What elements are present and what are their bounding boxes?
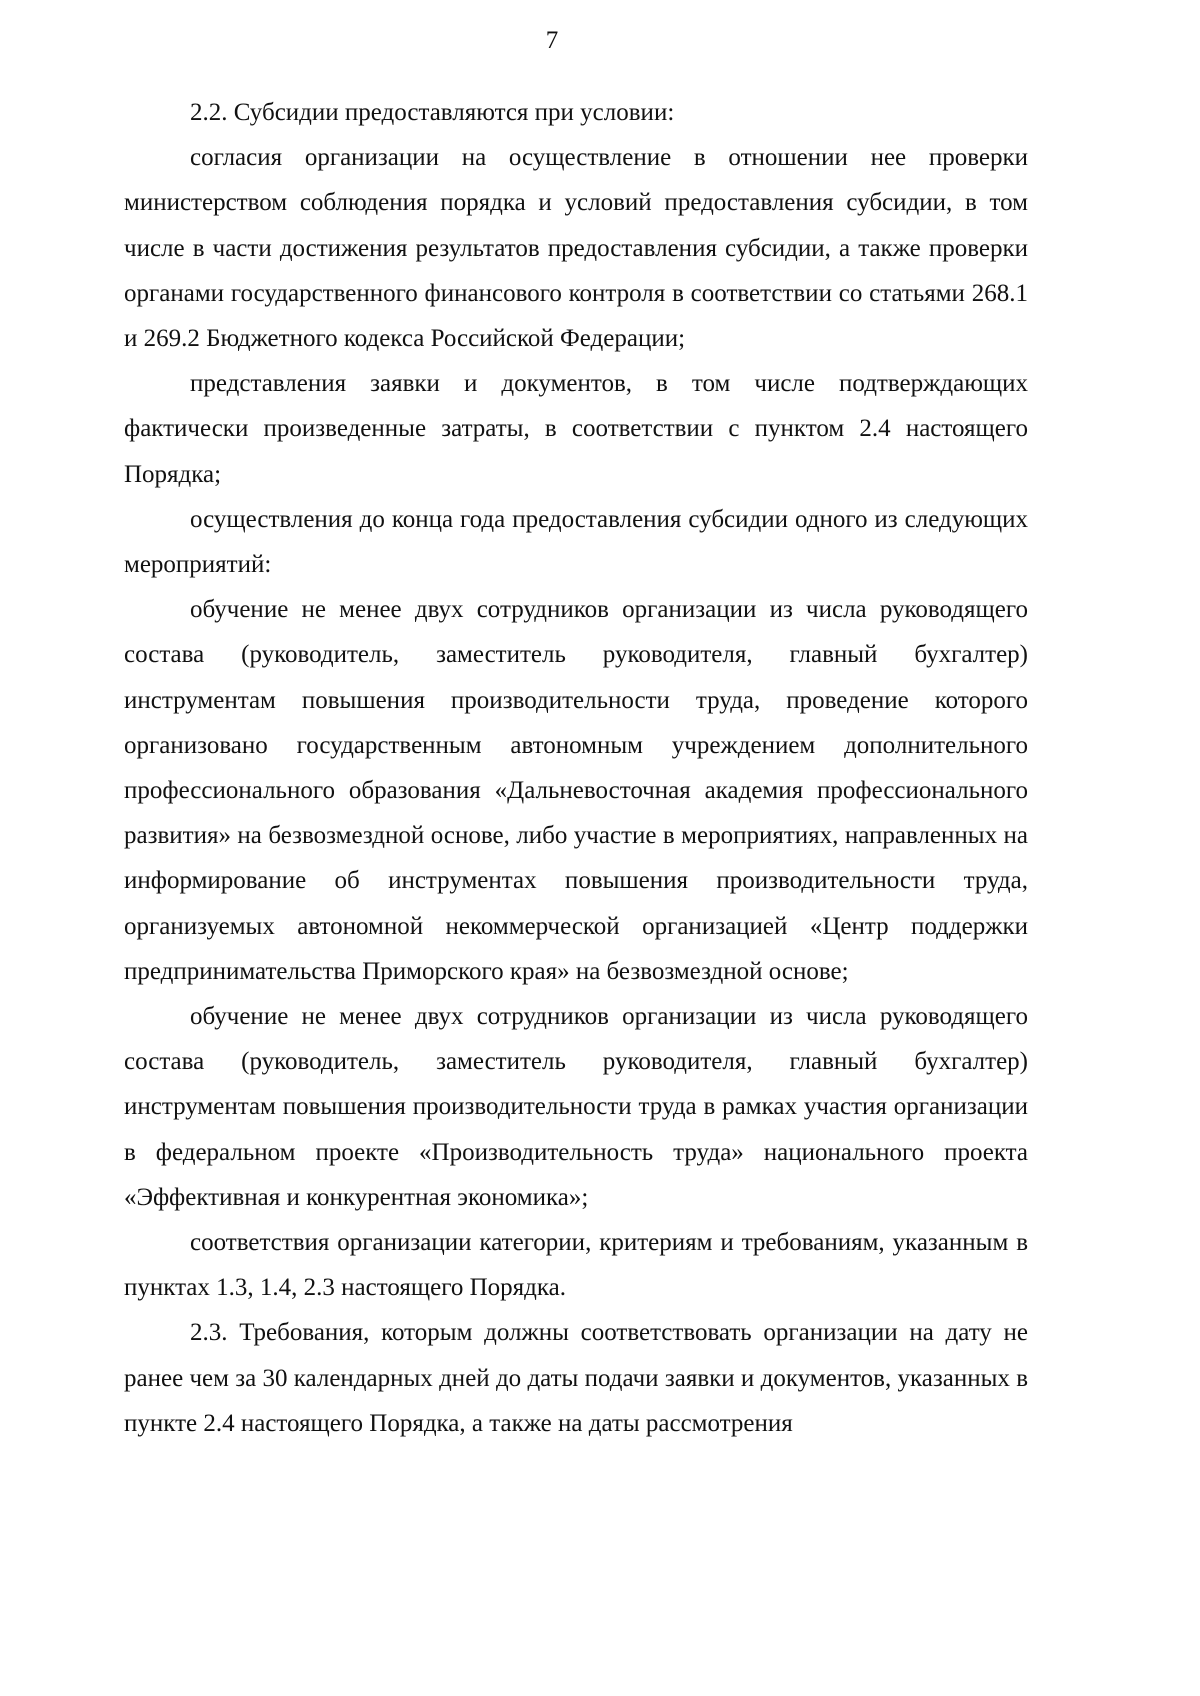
page-number: 7 xyxy=(545,27,559,54)
paragraph-application-condition: представления заявки и документов, в том числе подтверждающих фактически произведенные затраты, в соответствии с пунктом 2.4 настоящего Порядка; xyxy=(124,370,1028,488)
paragraph-training-option-1: обучение не менее двух сотрудников организации из числа руководящего состава (руководитель, заместитель руководителя, главный бухгалтер) инструментам повышения производительности труда, проведение которого организовано государственным автономным учреждением дополнительного профессионального образования «Дальневосточная академия профессионального развития» на безвозмездной основе, либо участие в мероприятиях, направленных на информирование об инструментах повышения производительности труда, организуемых автономной некоммерческой организацией «Центр поддержки предпринимательства Приморского края» на безвозмездной основе; xyxy=(124,596,1028,985)
paragraph-2-3-requirements: 2.3. Требования, которым должны соответствовать организации на дату не ранее чем за 30 календарных дней до даты подачи заявки и документов, указанных в пункте 2.4 настоящего Порядка, а также на даты рассмотрения xyxy=(124,1319,1028,1437)
paragraph-activities-condition: осуществления до конца года предоставления субсидии одного из следующих мероприятий: xyxy=(124,505,1028,579)
paragraph-2-2-heading: 2.2. Субсидии предоставляются при условии: xyxy=(190,99,675,126)
paragraph-compliance-condition: соответствия организации категории, критериям и требованиям, указанным в пунктах 1.3, 1.4, 2.3 настоящего Порядка. xyxy=(124,1229,1028,1302)
document-body xyxy=(124,90,1028,1446)
paragraph-consent-condition: согласия организации на осуществление в отношении нее проверки министерством соблюдения порядка и условий предоставления субсидии, в том числе в части достижения результатов предоставления субсидии, а также проверки органами государственного финансового контроля в соответствии со статьями 268.1 и 269.2 Бюджетного кодекса Российской Федерации; xyxy=(124,144,1028,353)
paragraph-training-option-2: обучение не менее двух сотрудников организации из числа руководящего состава (руководитель, заместитель руководителя, главный бухгалтер) инструментам повышения производительности труда в рамках участия организации в федеральном проекте «Производительность труда» национального проекта «Эффективная и конкурентная экономика»; xyxy=(124,1003,1028,1211)
